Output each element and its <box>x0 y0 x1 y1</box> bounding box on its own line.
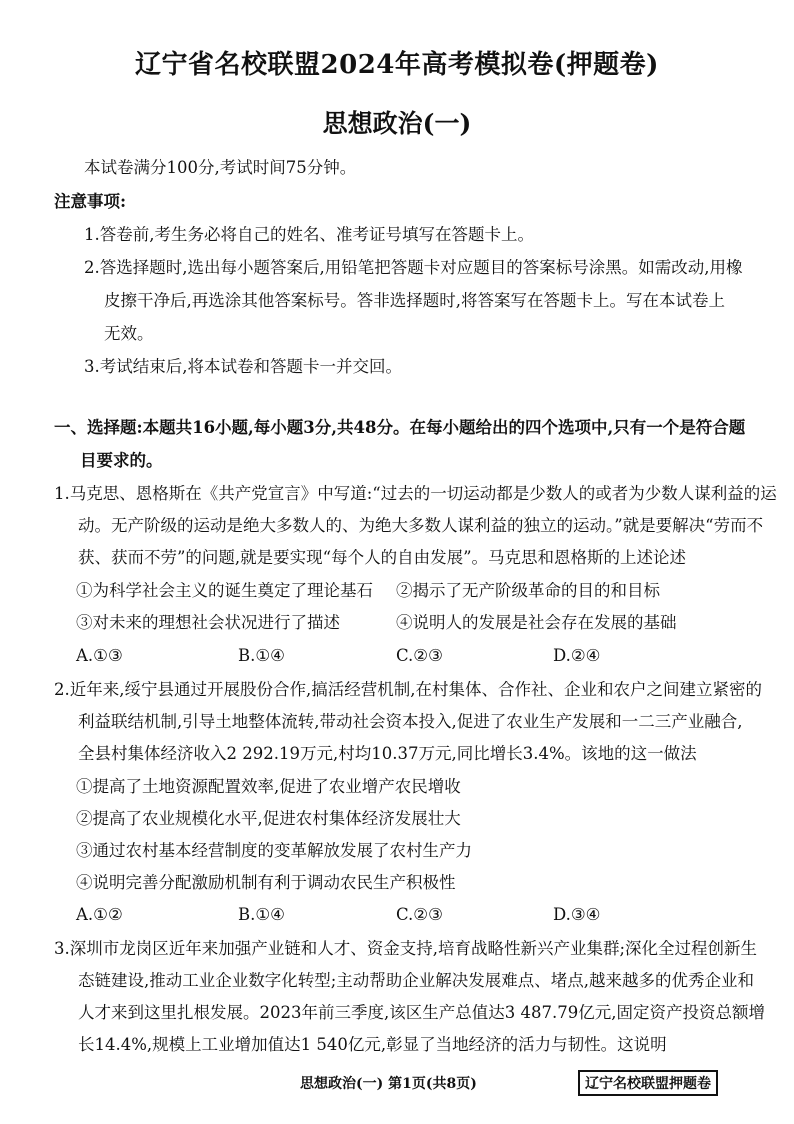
question-2-stem: 2.近年来,绥宁县通过开展股份合作,搞活经营机制,在村集体、合作社、企业和农户之间建立紧密的 <box>54 680 762 699</box>
section-heading-cont: 目要求的。 <box>80 451 163 470</box>
question-2-options <box>0 905 794 925</box>
statement: ②提高了农业规模化水平,促进农村集体经济发展壮大 <box>76 809 461 828</box>
note-item: 1.答卷前,考生务必将自己的姓名、准考证号填写在答题卡上。 <box>84 225 534 244</box>
statement: ③通过农村基本经营制度的变革解放发展了农村生产力 <box>76 841 472 860</box>
question-3-stem: 长14.4%,规模上工业增加值达1 540亿元,彰显了当地经济的活力与韧性。这说明 <box>78 1035 667 1054</box>
statement: ①为科学社会主义的诞生奠定了理论基石 <box>76 581 373 600</box>
note-item: 3.考试结束后,将本试卷和答题卡一并交回。 <box>84 357 402 376</box>
statement: ④说明人的发展是社会存在发展的基础 <box>396 613 677 632</box>
statement: ④说明完善分配激励机制有利于调动农民生产积极性 <box>76 873 456 892</box>
question-3-stem: 人才来到这里扎根发展。2023年前三季度,该区生产总值达3 487.79亿元,固定资产投资总额增 <box>78 1003 765 1022</box>
option-b: B.①④ <box>238 646 285 665</box>
question-2-stem: 利益联结机制,引导土地整体流转,带动社会资本投入,促进了农业生产发展和一二三产业融合, <box>78 712 743 731</box>
question-1-stem: 1.马克思、恩格斯在《共产党宣言》中写道:“过去的一切运动都是少数人的或者为少数人谋利益的运 <box>54 484 777 503</box>
page-subtitle: 思想政治(一) <box>322 109 472 138</box>
exam-intro: 本试卷满分100分,考试时间75分钟。 <box>84 158 357 177</box>
notes-heading: 注意事项: <box>54 192 127 211</box>
option-d: D.③④ <box>553 905 601 924</box>
question-1-stem: 动。无产阶级的运动是绝大多数人的、为绝大多数人谋利益的独立的运动。”就是要解决“劳而不 <box>78 516 764 535</box>
option-b: B.①④ <box>238 905 285 924</box>
footer-page-info: 思想政治(一) 第1页(共8页) <box>300 1076 477 1092</box>
option-a: A.①② <box>76 905 123 924</box>
question-1-stem: 获、获而不劳”的问题,就是要实现“每个人的自由发展”。马克思和恩格斯的上述论述 <box>78 548 687 567</box>
statement: ②揭示了无产阶级革命的目的和目标 <box>396 581 660 600</box>
note-item: 皮擦干净后,再选涂其他答案标号。答非选择题时,将答案写在答题卡上。写在本试卷上 <box>104 291 725 310</box>
section-heading: 一、选择题:本题共16小题,每小题3分,共48分。在每小题给出的四个选项中,只有一个是符合题 <box>54 418 746 437</box>
option-a: A.①③ <box>76 646 123 665</box>
footer-brand-box: 辽宁名校联盟押题卷 <box>578 1070 718 1096</box>
note-item: 2.答选择题时,选出每小题答案后,用铅笔把答题卡对应题目的答案标号涂黑。如需改动,用橡 <box>84 258 743 277</box>
question-1-options <box>0 646 794 666</box>
question-1-statements <box>0 581 794 601</box>
page-title: 辽宁省名校联盟2024年高考模拟卷(押题卷) <box>135 50 659 80</box>
question-3-stem: 3.深圳市龙岗区近年来加强产业链和人才、资金支持,培育战略性新兴产业集群;深化全过程创新生 <box>54 939 758 958</box>
option-c: C.②③ <box>396 905 443 924</box>
question-3-stem: 态链建设,推动工业企业数字化转型;主动帮助企业解决发展难点、堵点,越来越多的优秀企业和 <box>78 971 755 990</box>
page-footer <box>0 1070 794 1094</box>
statement: ①提高了土地资源配置效率,促进了农业增产农民增收 <box>76 777 461 796</box>
option-d: D.②④ <box>553 646 601 665</box>
statement: ③对未来的理想社会状况进行了描述 <box>76 613 340 632</box>
question-2-stem: 全县村集体经济收入2 292.19万元,村均10.37万元,同比增长3.4%。该地的这一做法 <box>78 744 697 763</box>
option-c: C.②③ <box>396 646 443 665</box>
question-1-statements <box>0 613 794 633</box>
note-item: 无效。 <box>104 324 154 343</box>
